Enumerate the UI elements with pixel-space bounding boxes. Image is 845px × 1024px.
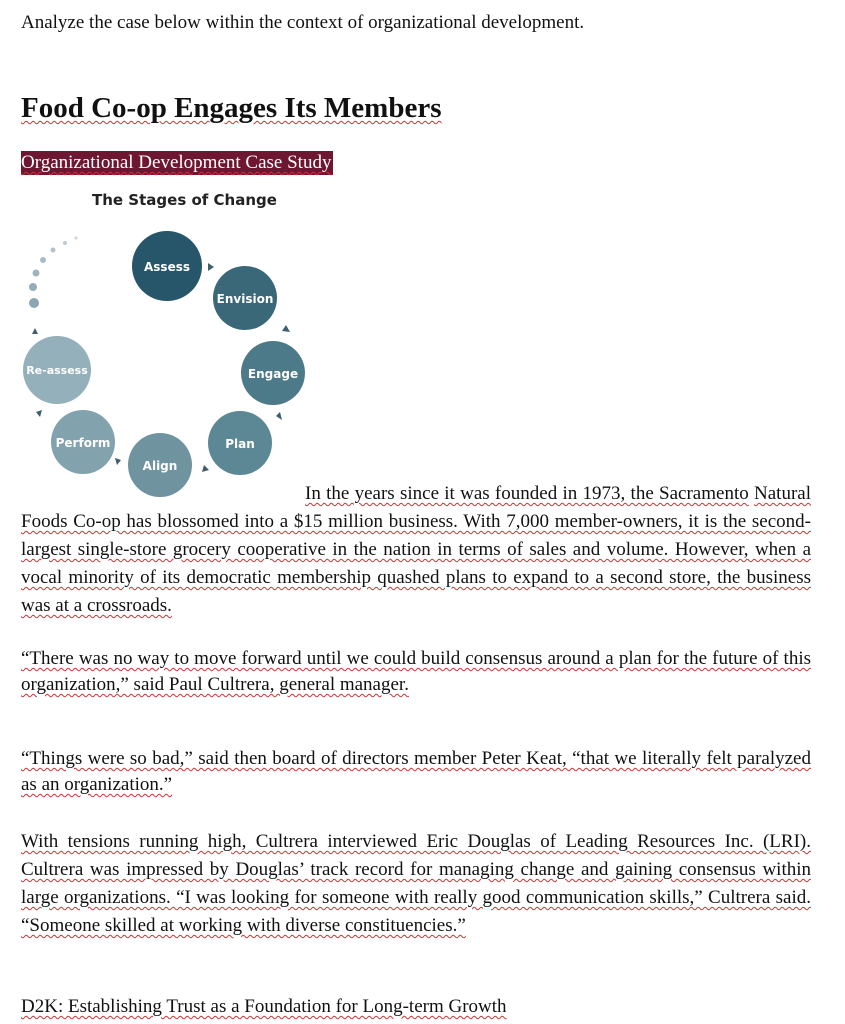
trail-dots (29, 237, 78, 309)
intro-instruction: Analyze the case below within the context of organizational development. (21, 12, 585, 33)
stage-engage-label: Engage (247, 367, 299, 381)
stage-envision-label: Envision (216, 292, 274, 306)
stage-plan-label: Plan (225, 437, 255, 451)
paragraph-1-rest: Natural Foods Co-op has blossomed into a $15 million business. With 7,000 member-owners, it is the second-largest single-store grocery cooperative in the nation in terms of sales and volume. However, when a vocal minority of its democratic membership quashed plans to expand to a second store, the business was at a crossroads. (21, 483, 811, 616)
stage-engage (241, 341, 305, 405)
stages-of-change-diagram (20, 180, 320, 500)
case-title: Food Co-op Engages Its Members (21, 92, 442, 124)
stage-perform-label: Perform (55, 436, 111, 450)
stage-align-label: Align (142, 459, 178, 473)
stage-re-assess-label: Re-assess (26, 364, 88, 377)
section-heading-d2k: D2K: Establishing Trust as a Foundation for Long-term Growth (21, 996, 507, 1017)
paragraph-2-quote: “There was no way to move forward until we could build consensus around a plan for the future of this organization,” said Paul Cultrera, general manager. (21, 648, 811, 695)
case-subtitle: Organizational Development Case Study (21, 152, 332, 173)
paragraph-3-quote: “Things were so bad,” said then board of directors member Peter Keat, “that we literally felt paralyzed as an organization.” (21, 748, 811, 795)
paragraph-4: With tensions running high, Cultrera interviewed Eric Douglas of Leading Resources Inc. (LRI). Cultrera was impressed by Douglas’ track record for managing change and gaining consensus within large organizations. “I was looking for someone with really good communication skills,” Cultrera said. “Someone skilled at working with diverse constituencies.” (21, 831, 811, 936)
paragraph-1 (21, 480, 811, 620)
stage-plan (208, 411, 272, 475)
stage-perform (51, 410, 115, 474)
stage-assess-label: Assess (144, 260, 190, 274)
stage-envision (213, 266, 277, 330)
paragraph-1-first-line: In the years since it was founded in 1973, the Sacramento (305, 483, 749, 504)
stage-re-assess (23, 336, 91, 404)
stage-assess (132, 231, 202, 301)
diagram-title: The Stages of Change (92, 191, 277, 209)
